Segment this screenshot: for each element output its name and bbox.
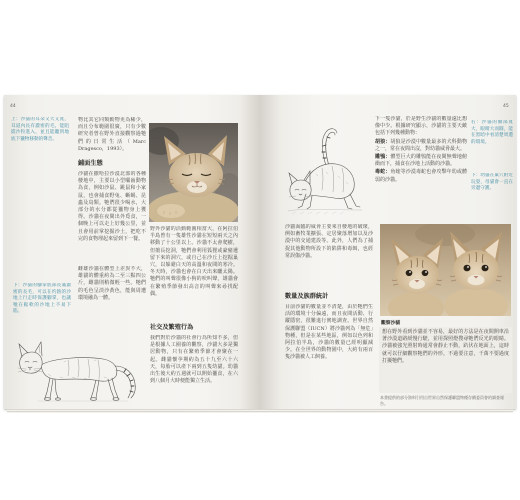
section-heading-behavior: 社交及繁殖行為 xyxy=(150,324,194,331)
page-number-left: 44 xyxy=(10,104,16,109)
sidebar-note-bottom-right: 下：幼貓在巢穴附近玩耍，母貓會一直在旁邊守護。 xyxy=(471,173,513,191)
sidebar-note-top-right: 右：沙貓的臉部寬大，眼睛大而圓，能在黑暗中看清楚周遭的環境。 xyxy=(471,120,513,145)
predators-column xyxy=(375,116,467,224)
sidebar-note-top-left: 上：沙貓的耳朵又大又寬，耳道內長有濃密的毛，能阻擋沙粒進入，並且能聽到地底下獵物移動的聲音。 xyxy=(11,117,69,142)
range-paragraph: 野外沙貓的活動範圍相當大，在阿拉伯半島曾有一隻雄性沙貓在短短兩天之內移動了十公里以上。沙貓不太會爬樹，但擅長挖洞，牠們會利用狐狸或豪豬遺留下來的洞穴，或自己在沙丘上挖掘巢穴，以躲避白天的高溫和夜間的寒冷。冬天時，沙貓也會在白天出來曬太陽。牠們的叫聲很像小狗的吠叫聲，雄貓會在繁殖季節發出高音的叫聲來尋找配偶。 xyxy=(150,226,238,297)
page-number-right: 45 xyxy=(503,104,509,109)
predator-text: 胡狼是沙漠中數量最多的犬科動物之一，常在夜間出沒，對幼貓威脅最大。 xyxy=(375,138,467,152)
photo-caption: 觀察沙貓 xyxy=(381,321,401,326)
page-edges xyxy=(7,409,513,413)
intro-paragraph: 物比其它同類動物更為稀少，而且分布範圍很廣，只有少數研究者曾在野外直接觀察過牠們的日常生活（Marc Dragesco，1993）。 xyxy=(78,117,146,152)
sketch-body xyxy=(304,164,354,199)
predator-text: 角蝰等沙漠毒蛇也會攻擊年幼或體弱的沙貓。 xyxy=(375,169,467,183)
predator-item xyxy=(375,154,467,168)
sidebar-note-bottom-left: 下：沙貓的腳掌底部長滿濃密的長毛，可以在灼熱的沙地上行走時保護腳掌，也讓牠在鬆軟的沙地上不易下陷。 xyxy=(13,283,71,314)
predator-item xyxy=(375,169,467,183)
footnote: 本書提供的部分資料引用自世界自然保護聯盟物種存續委員會的調查報告。 xyxy=(380,395,504,406)
body-size-paragraph: 雌雄沙貓在體型上差異不大，雄貓的體重約為二至三點四公斤，雌貓則稍微輕一些。牠們的毛色呈淡沙黃色，能與周遭環境融為一體。 xyxy=(78,266,146,301)
predator-item xyxy=(375,139,467,153)
predator-name: 胡狼： xyxy=(375,138,391,145)
sand-cat-photo xyxy=(149,123,238,222)
walking-cat-sketch xyxy=(8,332,143,404)
observation-box: 想在野外看到沙貓並不容易，最好的方法是在夜間開車沿著沙漠道路緩慢行駛，並用探照燈搜尋牠們反光的眼睛。沙貓被強光照射時通常會靜止不動，趴伏在地面上，這時就可以仔細觀察牠們的外形。不過要注意，千萬不要過度打擾牠們。 xyxy=(379,327,512,393)
behavior-paragraph: 我們對於沙貓的社會行為所知不多，但是根據人工圈養的觀察，沙貓大多是獨居動物，只有在繁殖季節才會聚在一起。雌貓懷孕期約為五十九至六十六天，每胎可以產下兩到五隻幼貓。幼貓出生後大約五週就可以開始獵食，在六到八個月大時便能獨立生活。 xyxy=(150,335,238,385)
kittens-photo xyxy=(380,224,511,316)
kittens-photo-image xyxy=(380,224,511,316)
population-paragraph: 目前沙貓的數量並不清楚，由於牠們生活的環境十分偏遠，而且夜間活動、行蹤隱密，很難進行實地調查。世界自然保護聯盟（IUCN）將沙貓列為「無危」物種，但是在某些地區，例如以色列和阿拉伯半島，沙貓的數量已經明顯減少。在全世界的動物園中，大約有兩百隻沙貓被人工飼養。 xyxy=(285,304,373,361)
section-heading-population: 數量及族群統計 xyxy=(285,293,329,300)
sketch-head xyxy=(20,352,43,373)
sand-cat-photo-image xyxy=(149,123,238,222)
ecology-paragraph: 沙貓在撒哈拉沙漠北部的各種棲地中，主要以小型囓齒動物為食，例如沙鼠、跳鼠和小家鼠，也會捕食野兔、蜥蜴、昆蟲及鳥類。牠們很少喝水，大部分的水分都從獵物身上獲得。沙貓在夜間出外覓食，一個晚上可以走上好幾公里，並且會用前掌挖掘沙土，把吃不完的食物埋起來留到下一餐。 xyxy=(78,171,146,242)
walking-cat-sketch-image xyxy=(8,332,143,404)
crouching-cat-sketch xyxy=(282,122,364,220)
crouching-cat-sketch-image xyxy=(282,122,364,220)
cat-paw xyxy=(157,204,185,218)
predator-name: 雕鴞： xyxy=(375,154,391,161)
predator-text: 體型巨大的雕鴞能在夜間無聲地俯衝而下，捕食在沙地上活動的沙貓。 xyxy=(375,154,467,168)
sketch-head xyxy=(290,180,311,200)
section-heading-ecology: 鋪面生態 xyxy=(78,160,103,167)
predator-name: 毒蛇： xyxy=(375,169,391,176)
predators-intro: 下一隻沙貓，於是野生沙貓的數量遠比想像中少。根據研究顯示，沙貓的主要天敵包括下列幾種動物： xyxy=(375,116,467,137)
threats-paragraph: 沙貓面臨的威脅主要來自棲地的破壞，例如畜牧業擴張、定居聚落增加以及沙漠中的交通建設等。此外，人們為了捕捉其他動物所設下的陷阱和毒餌，也經常誤傷沙貓。 xyxy=(285,224,373,259)
